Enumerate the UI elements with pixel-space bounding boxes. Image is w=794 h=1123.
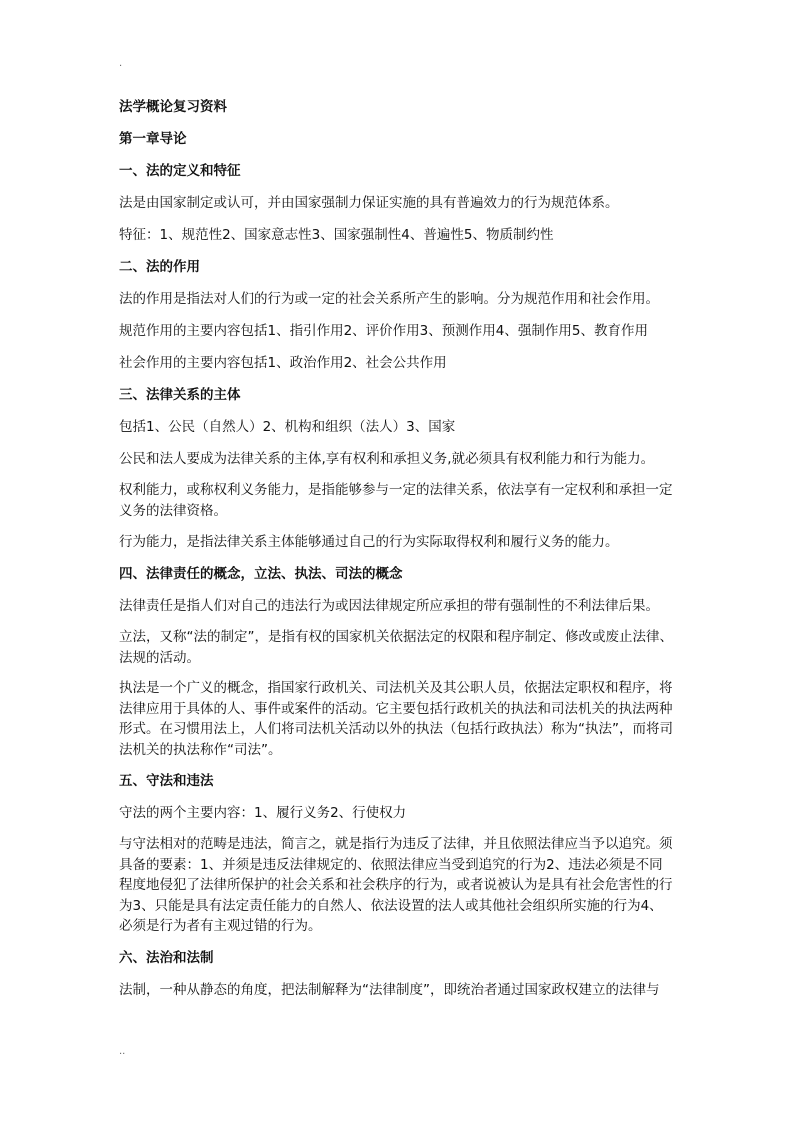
paragraph: 法制，一种从静态的角度，把法制解释为“法律制度”，即统治者通过国家政权建立的法律与 [119,981,660,998]
paragraph: 规范作用的主要内容包括1、指引作用2、评价作用3、预测作用4、强制作用5、教育作用 [119,323,648,339]
chapter-title: 第一章导论 [119,131,187,147]
section-heading-6: 六、法治和法制 [119,949,214,966]
section-heading-2: 二、法的作用 [119,259,200,275]
paragraph: 守法的两个主要内容：1、履行义务2、行使权力 [119,805,407,821]
paragraph: 社会作用的主要内容包括1、政治作用2、社会公共作用 [119,355,447,371]
paragraph: 法的作用是指法对人们的行为或一定的社会关系所产生的影响。分为规范作用和社会作用。 [119,291,659,307]
section-heading-1: 一、法的定义和特征 [119,163,241,179]
paragraph: 执法是一个广义的概念，指国家行政机关、司法机关及其公职人员，依据法定职权和程序，将法律应用于具体的人、事件或案件的活动。它主要包括行政机关的执法和司法机关的执法两种形式。在习惯用法上，人们将司法机关活动以外的执法（包括行政执法）称为“执法”，而将司法机关的执法称作“司法”。 [119,680,673,758]
paragraph: 与守法相对的范畴是违法，简言之，就是指行为违反了法律，并且依照法律应当予以追究。须具备的要素：1、并须是违反法律规定的、依照法律应当受到追究的行为2、违法必须是不同程度地侵犯了法律所保护的社会关系和社会秩序的行为，或者说被认为是具有社会危害性的行为3、只能是具有法定责任能力的自然人、依法设置的法人或其他社会组织所实施的行为4、必须是行为者有主观过错的行为。 [119,836,673,934]
document-body [119,96,675,1001]
paragraph: 包括1、公民（自然人）2、机构和组织（法人）3、国家 [119,419,456,435]
section-heading-3: 三、法律关系的主体 [119,387,241,403]
paragraph: 特征：1、规范性2、国家意志性3、国家强制性4、普遍性5、物质制约性 [119,227,554,243]
paragraph: 法是由国家制定或认可，并由国家强制力保证实施的具有普遍效力的行为规范体系。 [119,195,619,211]
paragraph: 权利能力，或称权利义务能力，是指能够参与一定的法律关系，依法享有一定权利和承担一定义务的法律资格。 [119,482,673,519]
header-mark: . [119,58,123,69]
section-heading-4: 四、法律责任的概念，立法、执法、司法的概念 [119,566,403,582]
paragraph: 法律责任是指人们对自己的违法行为或因法律规定所应承担的带有强制性的不利法律后果。 [119,598,659,614]
paragraph: 行为能力，是指法律关系主体能够通过自己的行为实际取得权利和履行义务的能力。 [119,534,619,550]
paragraph: 公民和法人要成为法律关系的主体,享有权利和承担义务,就必须具有权利能力和行为能力。 [119,451,655,467]
paragraph: 立法，又称“法的制定”，是指有权的国家机关依据法定的权限和程序制定、修改或废止法律、法规的活动。 [119,629,673,666]
footer-mark: .. [119,1046,126,1057]
document-title: 法学概论复习资料 [119,99,227,115]
section-heading-5: 五、守法和违法 [119,773,214,789]
